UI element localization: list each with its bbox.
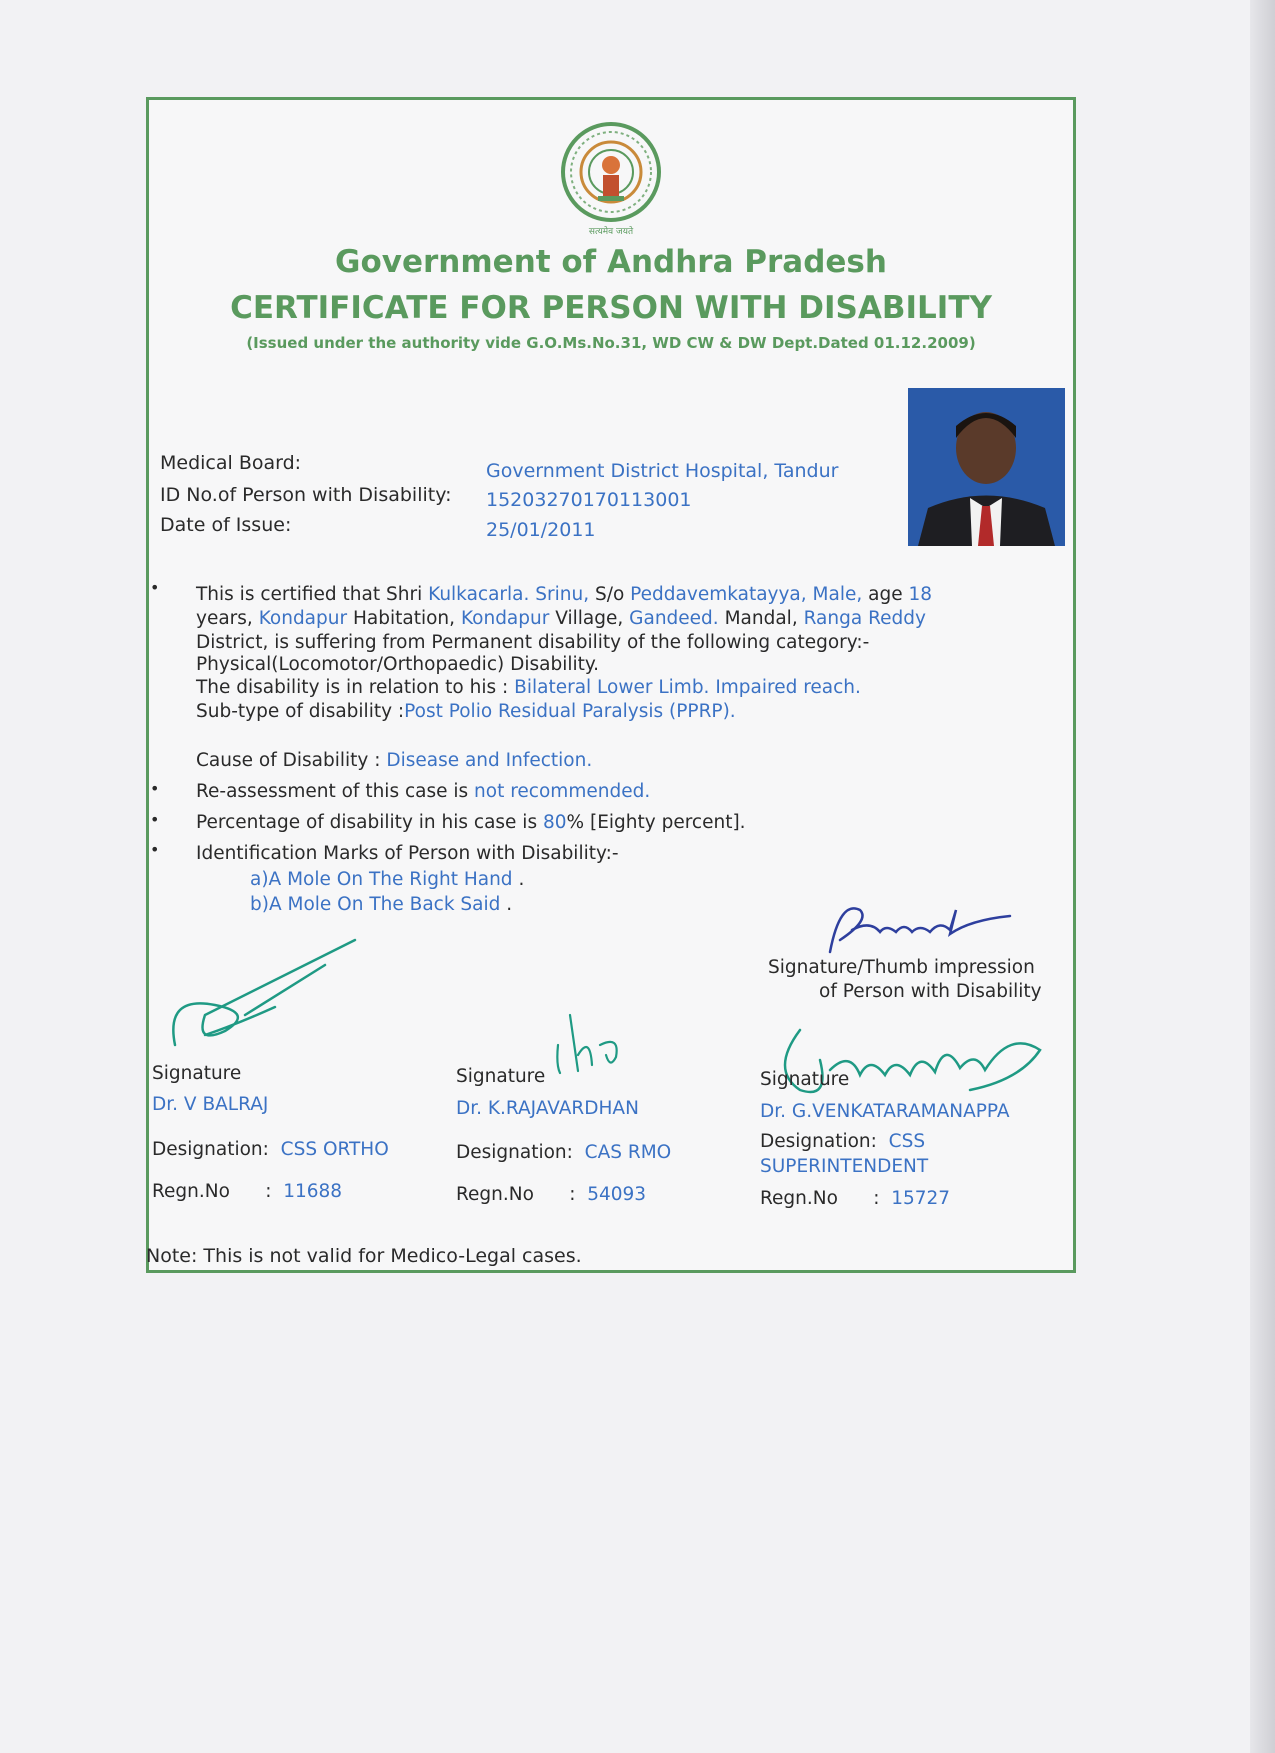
doctor-3-designation-cont: SUPERINTENDENT bbox=[760, 1156, 929, 1177]
doctor-2-signature-icon bbox=[550, 1005, 640, 1080]
bullet: • bbox=[150, 779, 160, 798]
reassessment-line: Re-assessment of this case is not recommended. bbox=[196, 781, 651, 802]
doctor-3-signature-icon bbox=[770, 1020, 1060, 1110]
bullet: • bbox=[150, 810, 160, 829]
state-emblem-icon bbox=[556, 120, 666, 240]
certificate-title: CERTIFICATE FOR PERSON WITH DISABILITY bbox=[230, 290, 992, 326]
doctor-2-signature-label: Signature bbox=[456, 1066, 546, 1087]
subtype-line: Sub-type of disability :Post Polio Residual Paralysis (PPRP). bbox=[196, 701, 736, 722]
doctor-3-designation: Designation: CSS bbox=[760, 1131, 926, 1152]
cert-line-1: This is certified that Shri Kulkacarla. Srinu, S/o Peddavemkatayya, Male, age 18 bbox=[196, 584, 933, 605]
doctor-2-designation: Designation: CAS RMO bbox=[456, 1142, 672, 1163]
person-photo bbox=[908, 388, 1065, 546]
disability-category: Physical(Locomotor/Orthopaedic) Disability. bbox=[196, 654, 600, 675]
cert-line-3: District, is suffering from Permanent disability of the following category:- bbox=[196, 632, 870, 653]
mark-a: a)A Mole On The Right Hand . bbox=[250, 869, 525, 890]
doctor-3-name: Dr. G.VENKATARAMANAPPA bbox=[760, 1101, 1010, 1122]
date-label: Date of Issue: bbox=[160, 514, 292, 536]
doctor-1-regn: Regn.No : 11688 bbox=[152, 1181, 343, 1202]
emblem-motto: सत्यमेव जयते bbox=[588, 227, 634, 237]
doctor-3-signature-label: Signature bbox=[760, 1069, 850, 1090]
paper-edge bbox=[1250, 0, 1275, 1753]
medical-board-value: Government District Hospital, Tandur bbox=[486, 460, 839, 482]
authority-line: (Issued under the authority vide G.O.Ms.No.31, WD CW & DW Dept.Dated 01.12.2009) bbox=[246, 334, 976, 352]
relation-line: The disability is in relation to his : Bilateral Lower Limb. Impaired reach. bbox=[196, 677, 861, 698]
doctor-2-name: Dr. K.RAJAVARDHAN bbox=[456, 1098, 639, 1119]
person-signature-label-1: Signature/Thumb impression bbox=[768, 957, 1035, 978]
marks-label: Identification Marks of Person with Disability:- bbox=[196, 843, 619, 864]
footer-note: Note: This is not valid for Medico-Legal cases. bbox=[146, 1245, 582, 1267]
percentage-line: Percentage of disability in his case is 80% [Eighty percent]. bbox=[196, 812, 746, 833]
date-value: 25/01/2011 bbox=[486, 519, 596, 541]
government-title: Government of Andhra Pradesh bbox=[335, 244, 887, 280]
person-signature-label-2: of Person with Disability bbox=[819, 981, 1042, 1002]
mark-b: b)A Mole On The Back Said . bbox=[250, 894, 513, 915]
medical-board-label: Medical Board: bbox=[160, 452, 302, 474]
cause-line: Cause of Disability : Disease and Infection. bbox=[196, 750, 593, 771]
id-value: 15203270170113001 bbox=[486, 489, 692, 511]
doctor-1-name: Dr. V BALRAJ bbox=[152, 1094, 269, 1115]
doctor-1-designation: Designation: CSS ORTHO bbox=[152, 1139, 389, 1160]
doctor-1-signature-label: Signature bbox=[152, 1063, 242, 1084]
bullet: • bbox=[150, 840, 160, 859]
doctor-1-signature-icon bbox=[165, 935, 365, 1065]
bullet: • bbox=[150, 578, 160, 597]
doctor-3-regn: Regn.No : 15727 bbox=[760, 1188, 951, 1209]
cert-line-2: years, Kondapur Habitation, Kondapur Village, Gandeed. Mandal, Ranga Reddy bbox=[196, 608, 926, 629]
doctor-2-regn: Regn.No : 54093 bbox=[456, 1184, 647, 1205]
id-label: ID No.of Person with Disability: bbox=[160, 484, 452, 506]
